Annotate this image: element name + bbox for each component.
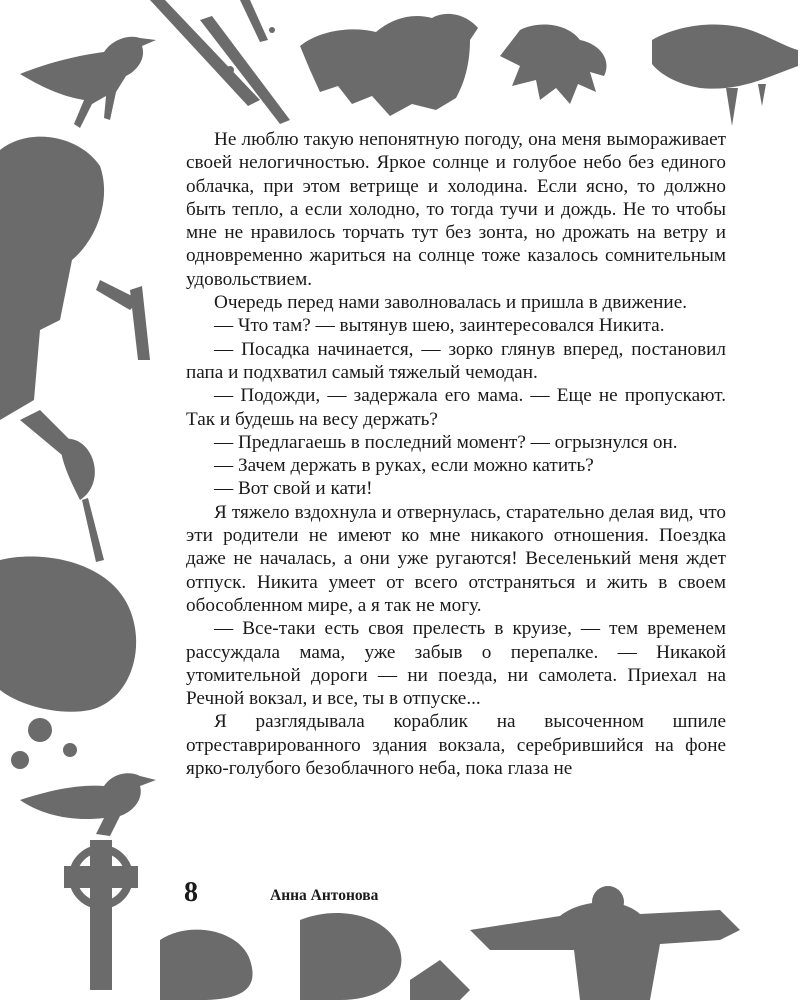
page-footer: [0, 878, 800, 908]
figure-silhouette: [0, 137, 150, 420]
bottom-splatter: [160, 913, 470, 1000]
paragraph: Не люблю такую непонятную погоду, она меня вымораживает своей нелогичностью. Яркое солнце и голубое небо без единого облачка, при этом ветрище и холодина. Если ясно, то должно быть тепло, а если холодно, то тогда тучи и дождь. Не то чтобы мне не нравилось торчать тут без зонта, но дрожать на ветру и одновременно жариться на солнце тоже казалось сомнительным удовольствием.: [186, 129, 726, 290]
page-number: 8: [184, 877, 198, 908]
dots-decoration: [11, 718, 77, 769]
hand-icon: [300, 14, 478, 116]
lips-icon: [652, 25, 798, 126]
paragraph: — Предлагаешь в последний момент? — огрызнулся он.: [214, 431, 678, 453]
splatter-icon: [500, 25, 607, 104]
paragraph: — Что там? — вытянув шею, заинтересовался Никита.: [214, 315, 665, 337]
body-text: [186, 128, 726, 780]
crow-icon-bottom: [20, 773, 156, 836]
paragraph: Очередь перед нами заволновалась и пришла в движение.: [214, 292, 688, 314]
paragraph: — Посадка начинается, — зорко глянув вперед, постановил папа и подхватил самый тяжелый чемодан.: [186, 338, 726, 383]
mask-face-icon: [0, 557, 136, 712]
crow-icon: [20, 37, 156, 128]
paragraph: — Подожди, — задержала его мама. — Еще не пропускают. Так и будешь на весу держать?: [186, 385, 726, 430]
scratch-marks: [150, 0, 290, 124]
drip-marks: [20, 410, 104, 562]
paragraph: Я разглядывала кораблик на высоченном шпиле отреставрированного здания вокзала, серебрившийся на фоне ярко-голубого безоблачного неба, пока глаза не: [186, 711, 726, 780]
paragraph: — Вот свой и кати!: [214, 478, 373, 500]
paragraph: — Зачем держать в руках, если можно катить?: [214, 455, 594, 477]
celtic-cross-icon: [64, 840, 138, 990]
paragraph: — Все-таки есть своя прелесть в круизе, — тем временем рассуждала мама, уже забыв о перепалке. — Никакой утомительной дороги — ни поезда, ни самолета. Приехал на Речной вокзал, и все, ты в отпуске...: [186, 618, 726, 710]
paragraph: Я тяжело вздохнула и отвернулась, старательно делая вид, что эти родители не имеют ко мне никакого отношения. Поездка даже не началась, а они уже ругаются! Веселенький меня ждет отпуск. Никита умеет от всего отстраняться и жить в своем обособленном мире, а я так не могу.: [186, 501, 726, 616]
running-head-author: Анна Антонова: [270, 887, 379, 904]
